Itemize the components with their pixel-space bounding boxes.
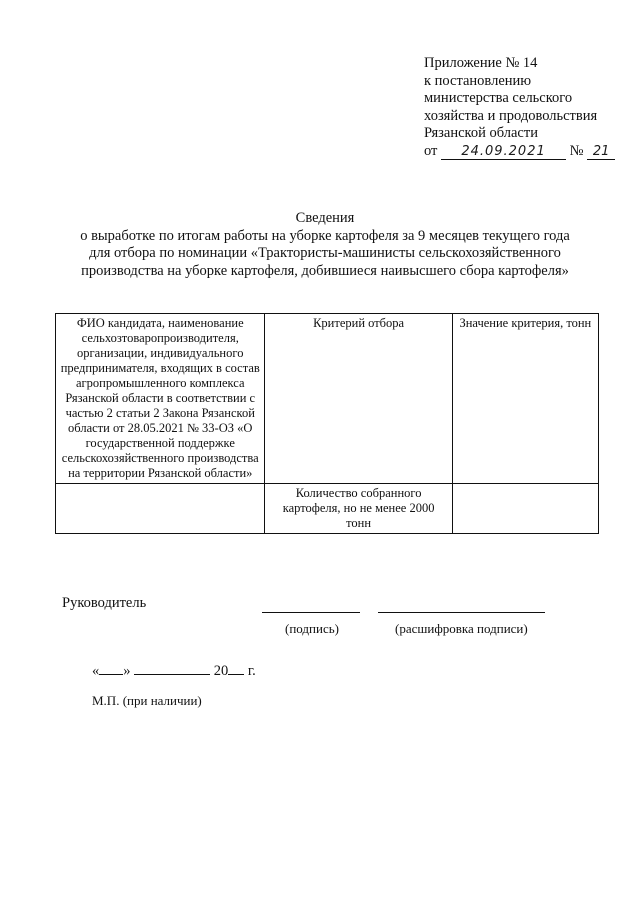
open-quote: « [92, 663, 100, 679]
document-title [40, 210, 610, 280]
title-line: для отбора по номинации «Трактористы-машинисты сельскохозяйственного [89, 245, 561, 261]
appendix-line: к постановлению [424, 72, 532, 89]
from-label: от [424, 142, 438, 159]
year-suffix: г. [247, 663, 256, 679]
appendix-block [424, 55, 624, 160]
criteria-table [55, 313, 599, 534]
table-row [56, 484, 599, 534]
date-line [92, 661, 256, 680]
manager-label: Руководитель [62, 595, 147, 611]
signature-decode-caption: (расшифровка подписи) [395, 621, 528, 636]
cell-value[interactable] [452, 484, 598, 534]
header-candidate: ФИО кандидата, наименование сельхозтоваропроизводителя, организации, индивидуального предпринимателя, входящих в состав агропромышленного комплекса Рязанской области в соответствии с частью 2 статьи 2 Закона Рязанской области от 28.05.2021 № 33-ОЗ «О государственной поддержке сельскохозяйственного производства на территории Рязанской области» [56, 314, 265, 484]
signature-decode-line[interactable] [378, 612, 545, 613]
appendix-line: министерства сельского [424, 90, 573, 106]
day-blank[interactable] [99, 661, 123, 675]
number-label: № [569, 142, 584, 159]
close-quote: » [123, 663, 131, 679]
appendix-line: Рязанской области [424, 125, 538, 141]
appendix-date-number [424, 143, 624, 161]
title-line: о выработке по итогам работы на уборке картофеля за 9 месяцев текущего года [80, 227, 570, 244]
stamp-note: М.П. (при наличии) [92, 693, 202, 708]
year-blank[interactable] [228, 661, 244, 675]
signature-caption: (подпись) [285, 621, 339, 636]
handwritten-date: 24.09.2021 [441, 145, 566, 160]
year-prefix: 20 [213, 663, 229, 679]
cell-candidate[interactable] [56, 484, 265, 534]
header-value: Значение критерия, тонн [452, 314, 598, 484]
title-line: производства на уборке картофеля, добившиеся наивысшего сбора картофеля» [81, 262, 569, 279]
title-heading: Сведения [295, 210, 355, 226]
month-blank[interactable] [134, 661, 210, 675]
cell-criterion: Количество собранного картофеля, но не менее 2000 тонн [265, 484, 452, 534]
signature-line[interactable] [262, 612, 360, 613]
handwritten-number: 21 [587, 145, 615, 160]
table-header-row [56, 314, 599, 484]
header-criterion: Критерий отбора [265, 314, 452, 484]
appendix-title: Приложение № 14 [424, 55, 538, 71]
appendix-line: хозяйства и продовольствия [424, 107, 598, 124]
